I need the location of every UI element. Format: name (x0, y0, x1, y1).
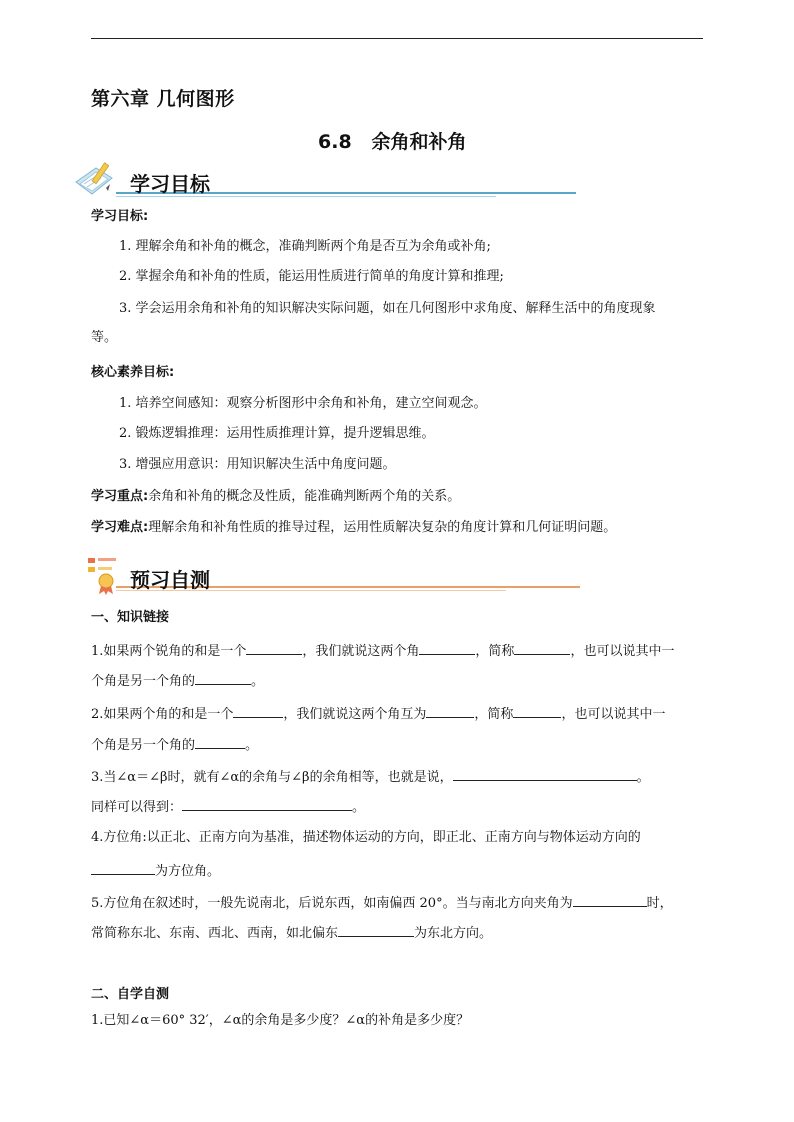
blank (195, 670, 251, 685)
blank (419, 640, 475, 655)
header-rule (91, 38, 703, 39)
q3-text-c: 同样可以得到： (91, 800, 183, 815)
question-2-line-1 (91, 703, 665, 724)
core-item: 3. 增强应用意识：用知识解决生活中角度问题。 (119, 457, 396, 472)
objective-item: 1. 理解余角和补角的概念，准确判断两个角是否互为余角或补角; (119, 239, 491, 254)
blank (246, 640, 302, 655)
question-4-line-1: 4.方位角:以正北、正南方向为基准，描述物体运动的方向，即正北、正南方向与物体运动方向的 (91, 830, 641, 845)
question-5-line-2 (91, 922, 492, 943)
chapter-title: 第六章 几何图形 (91, 88, 235, 110)
objective-item-cont: 等。 (91, 330, 118, 345)
section-title: 6.8 余角和补角 (318, 131, 467, 153)
blank (195, 734, 245, 749)
blank (453, 766, 637, 781)
q2-text-b: ，我们就说这两个角互为 (283, 707, 427, 722)
key-point-text: 余角和补角的概念及性质，能准确判断两个角的关系。 (148, 489, 461, 504)
blank (338, 922, 414, 937)
question-3-line-2 (91, 796, 365, 817)
core-item: 2. 锻炼逻辑推理：运用性质推理计算，提升逻辑思维。 (119, 426, 435, 441)
blank (182, 796, 352, 811)
difficulty (91, 519, 616, 537)
banner-objectives (72, 158, 592, 206)
key-point (91, 488, 460, 506)
q1-text-d: ，也可以说其中一 (570, 644, 675, 659)
q1-text-b: ，我们就说这两个角 (302, 644, 420, 659)
q3-text-d: 。 (352, 800, 366, 815)
q1-text-f: 。 (251, 674, 265, 689)
q5-text-b: 时， (646, 896, 673, 911)
q5-text-a: 5.方位角在叙述时，一般先说南北，后说东西，如南偏西 20°。当与南北方向夹角为 (91, 896, 573, 911)
blank (91, 860, 155, 875)
self-test-question-1: 1.已知∠α＝60° 32′，∠α的余角是多少度？∠α的补角是多少度？ (91, 1013, 470, 1028)
q2-text-a: 2.如果两个角的和是一个 (91, 707, 234, 722)
difficulty-label: 学习难点: (91, 520, 149, 535)
blank (573, 892, 647, 907)
q4-text-b: 为方位角。 (155, 864, 221, 879)
q2-text-c: ，简称 (474, 707, 514, 722)
banner-pretest (72, 552, 592, 600)
blank (426, 703, 474, 718)
objective-item: 3. 学会运用余角和补角的知识解决实际问题，如在几何图形中求角度、解释生活中的角度现象 (119, 301, 656, 316)
q1-text-a: 1.如果两个锐角的和是一个 (91, 644, 247, 659)
blank (233, 703, 283, 718)
question-1-line-2 (91, 670, 264, 691)
question-3-line-1 (91, 766, 650, 787)
q3-text-a: 3.当∠α＝∠β时，就有∠α的余角与∠β的余角相等，也就是说， (91, 770, 453, 785)
question-2-line-2 (91, 734, 258, 755)
blank (513, 703, 561, 718)
part1-heading: 一、知识链接 (91, 610, 170, 625)
q1-text-c: ，简称 (475, 644, 515, 659)
blank (514, 640, 570, 655)
q2-text-e: 个角是另一个角的 (91, 738, 196, 753)
question-1-line-1 (91, 640, 674, 661)
banner-title: 学习目标 (130, 172, 210, 196)
question-4-line-2 (91, 860, 220, 881)
part2-heading: 二、自学自测 (91, 987, 170, 1002)
difficulty-text: 理解余角和补角性质的推导过程，运用性质解决复杂的角度计算和几何证明问题。 (148, 520, 617, 535)
q2-text-d: ，也可以说其中一 (561, 707, 666, 722)
objectives-heading: 学习目标: (91, 209, 149, 224)
q5-text-c: 常简称东北、东南、西北、西南，如北偏东 (91, 926, 339, 941)
key-point-label: 学习重点: (91, 489, 149, 504)
objective-item: 2. 掌握余角和补角的性质，能运用性质进行简单的角度计算和推理; (119, 269, 504, 284)
q5-text-d: 为东北方向。 (414, 926, 493, 941)
q1-text-e: 个角是另一个角的 (91, 674, 196, 689)
core-item: 1. 培养空间感知：观察分析图形中余角和补角，建立空间观念。 (119, 396, 487, 411)
banner-title: 预习自测 (130, 568, 210, 592)
q3-text-b: 。 (636, 770, 650, 785)
pencil-book-icon (72, 160, 120, 202)
question-5-line-1 (91, 892, 673, 913)
q2-text-f: 。 (245, 738, 259, 753)
core-heading: 核心素养目标: (91, 365, 175, 380)
